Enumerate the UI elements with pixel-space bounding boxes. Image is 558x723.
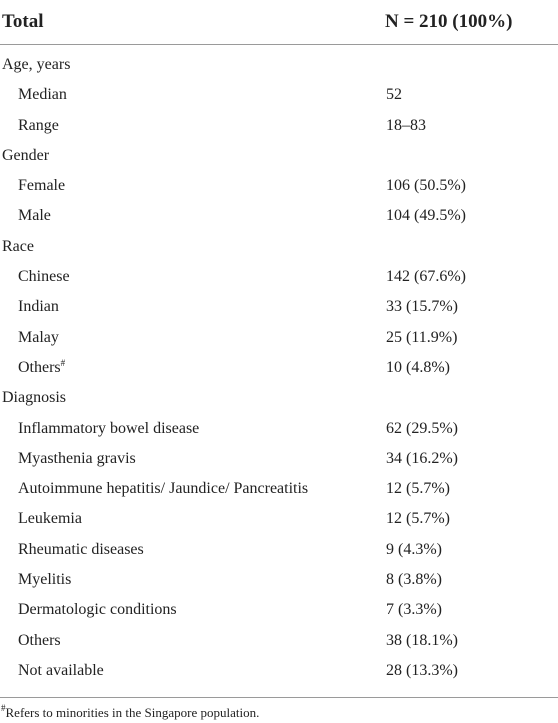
table-row bbox=[0, 626, 558, 656]
footnote-mark: # bbox=[60, 357, 66, 368]
row-label-text: Range bbox=[18, 116, 59, 134]
table-row bbox=[0, 474, 558, 504]
table-row bbox=[0, 595, 558, 625]
table-header bbox=[0, 0, 558, 45]
row-label bbox=[18, 111, 59, 141]
table-row bbox=[0, 292, 558, 322]
row-value: 62 (29.5%) bbox=[386, 419, 458, 437]
row-label bbox=[18, 565, 71, 595]
table-row bbox=[0, 353, 558, 383]
row-label bbox=[18, 292, 59, 322]
section-header-row bbox=[0, 50, 558, 80]
row-value: 33 (15.7%) bbox=[386, 298, 458, 316]
row-label-text: Myasthenia gravis bbox=[18, 449, 136, 467]
row-value: 142 (67.6%) bbox=[386, 268, 466, 286]
row-label bbox=[18, 262, 70, 292]
footnote-mark: # bbox=[1, 703, 6, 713]
row-label bbox=[18, 80, 67, 110]
row-label bbox=[18, 535, 144, 565]
table-row bbox=[0, 171, 558, 201]
row-label bbox=[18, 201, 51, 231]
row-value: 9 (4.3%) bbox=[386, 540, 442, 558]
row-label bbox=[18, 595, 177, 625]
table-row bbox=[0, 504, 558, 534]
row-label-text: Myelitis bbox=[18, 571, 72, 589]
row-label bbox=[18, 323, 59, 353]
footnote-text: Refers to minorities in the Singapore population. bbox=[5, 705, 260, 720]
row-value: 34 (16.2%) bbox=[386, 449, 458, 467]
row-value: 52 bbox=[386, 86, 402, 104]
row-label-text: Gender bbox=[2, 146, 50, 164]
table-row bbox=[0, 565, 558, 595]
row-label-text: Leukemia bbox=[18, 510, 82, 528]
header-n-total: N = 210 (100%) bbox=[385, 11, 513, 32]
row-label bbox=[2, 141, 49, 171]
row-label bbox=[2, 232, 34, 262]
row-label-text: Chinese bbox=[18, 268, 70, 286]
section-header-row bbox=[0, 232, 558, 262]
row-value: 106 (50.5%) bbox=[386, 177, 466, 195]
row-label-text: Race bbox=[2, 237, 34, 255]
row-label bbox=[18, 656, 104, 686]
table-row bbox=[0, 323, 558, 353]
row-label-text: Not available bbox=[18, 661, 104, 679]
row-value: 28 (13.3%) bbox=[386, 661, 458, 679]
row-label bbox=[18, 504, 82, 534]
row-label-text: Male bbox=[18, 207, 51, 225]
row-value: 104 (49.5%) bbox=[386, 207, 466, 225]
row-label bbox=[18, 444, 136, 474]
row-label-text: Others bbox=[18, 631, 61, 649]
table-row bbox=[0, 444, 558, 474]
row-label bbox=[18, 414, 199, 444]
row-value: 12 (5.7%) bbox=[386, 510, 450, 528]
row-value: 8 (3.8%) bbox=[386, 571, 442, 589]
row-value: 10 (4.8%) bbox=[386, 358, 450, 376]
row-label bbox=[18, 626, 61, 656]
table-body bbox=[0, 50, 558, 686]
table-row bbox=[0, 201, 558, 231]
row-value: 7 (3.3%) bbox=[386, 601, 442, 619]
table-row bbox=[0, 111, 558, 141]
row-label-text: Others bbox=[18, 358, 61, 376]
table-row bbox=[0, 414, 558, 444]
row-value: 18–83 bbox=[386, 116, 426, 134]
row-label-text: Malay bbox=[18, 328, 59, 346]
row-label-text: Rheumatic diseases bbox=[18, 540, 144, 558]
row-label bbox=[18, 171, 65, 201]
row-label-text: Female bbox=[18, 177, 66, 195]
row-label bbox=[2, 383, 66, 413]
table-row bbox=[0, 262, 558, 292]
bottom-rule bbox=[0, 697, 558, 698]
row-label-text: Indian bbox=[18, 298, 59, 316]
table-row bbox=[0, 656, 558, 686]
row-label-text: Median bbox=[18, 86, 67, 104]
header-total: Total bbox=[2, 11, 44, 32]
footnote bbox=[1, 705, 259, 721]
section-header-row bbox=[0, 383, 558, 413]
row-label-text: Autoimmune hepatitis/ Jaundice/ Pancreatitis bbox=[18, 480, 309, 498]
row-label bbox=[2, 50, 70, 80]
row-label-text: Dermatologic conditions bbox=[18, 601, 177, 619]
row-value: 25 (11.9%) bbox=[386, 328, 458, 346]
row-label-text: Inflammatory bowel disease bbox=[18, 419, 200, 437]
section-header-row bbox=[0, 141, 558, 171]
row-label bbox=[18, 474, 308, 504]
table-row bbox=[0, 535, 558, 565]
row-value: 38 (18.1%) bbox=[386, 631, 458, 649]
table-row bbox=[0, 80, 558, 110]
row-label bbox=[18, 353, 65, 383]
row-label-text: Age, years bbox=[2, 56, 71, 73]
row-value: 12 (5.7%) bbox=[386, 480, 450, 498]
row-label-text: Diagnosis bbox=[2, 389, 66, 407]
